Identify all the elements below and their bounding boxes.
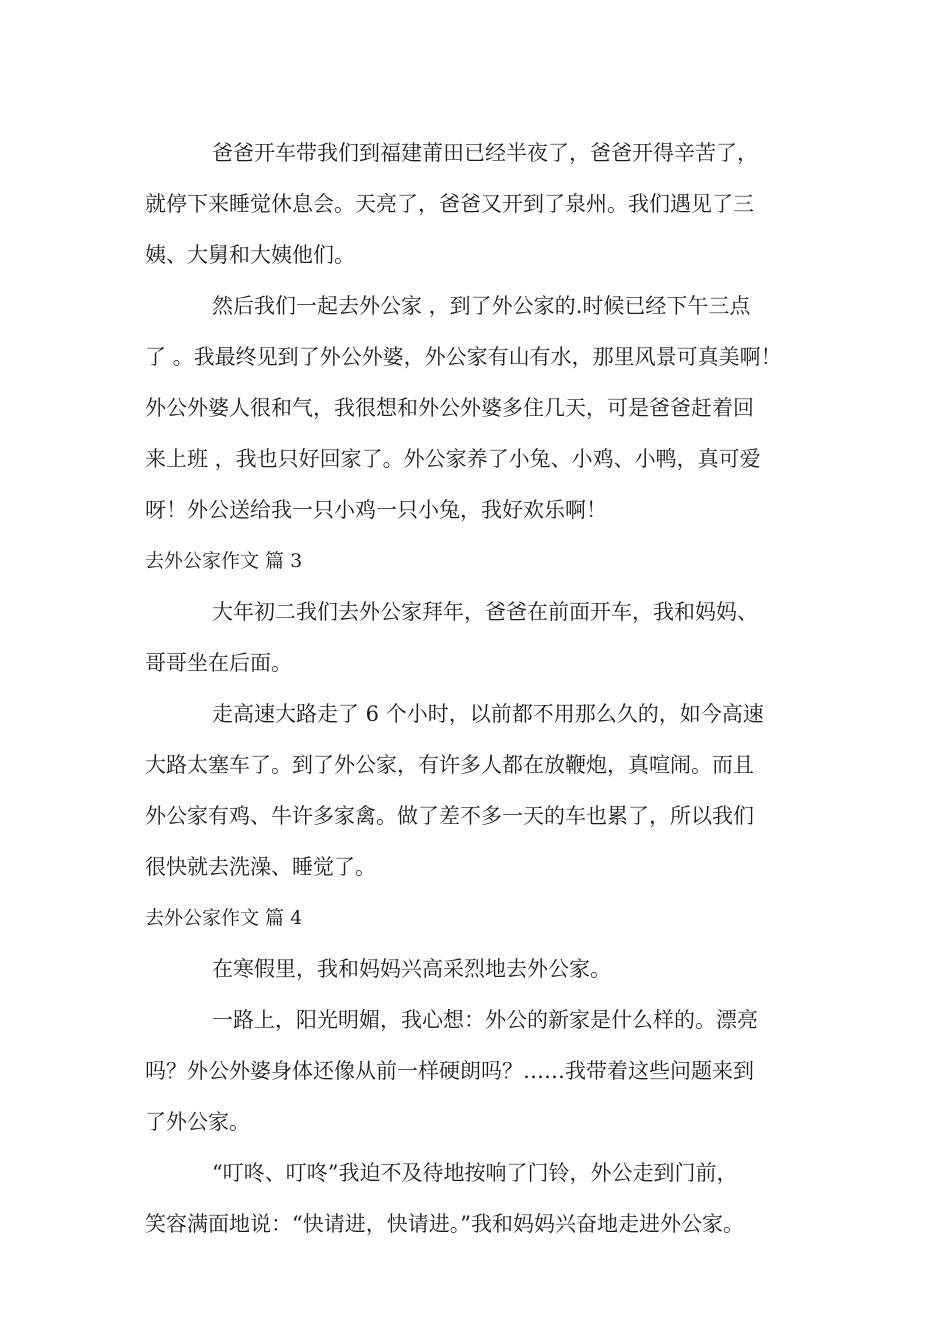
text-line: 哥哥坐在后面。	[145, 651, 292, 675]
text-line: 了 。我最终见到了外公外婆，外公家有山有水，那里风景可真美啊！	[145, 345, 782, 369]
text-line: 在寒假里，我和妈妈兴高采烈地去外公家。	[212, 957, 611, 981]
text-line: 呀！外公送给我一只小鸡一只小兔，我好欢乐啊！	[145, 498, 607, 522]
text-line: “叮咚、叮咚”我迫不及待地按响了门铃，外公走到门前，	[212, 1161, 738, 1185]
text-line: 大路太塞车了。到了外公家，有许多人都在放鞭炮，真喧闹。而且	[145, 753, 754, 777]
paragraph	[145, 587, 825, 689]
section-heading: 去外公家作文 篇 3	[145, 550, 303, 572]
paragraph	[145, 689, 825, 893]
text-line: 外公家有鸡、牛许多家禽。做了差不多一天的车也累了，所以我们	[145, 804, 754, 828]
paragraph	[145, 128, 825, 281]
text-line: 外公外婆人很和气，我很想和外公外婆多住几天，可是爸爸赶着回	[145, 396, 754, 420]
text-line: 大年初二我们去外公家拜年，爸爸在前面开车，我和妈妈、	[212, 600, 758, 624]
text-line: 一路上，阳光明媚，我心想：外公的新家是什么样的。漂亮	[212, 1008, 758, 1032]
paragraph	[145, 995, 825, 1148]
text-line: 爸爸开车带我们到福建莆田已经半夜了，爸爸开得辛苦了，	[212, 141, 758, 165]
article-body	[145, 128, 825, 1250]
text-line: 然后我们一起去外公家 ，到了外公家的.时候已经下午三点	[212, 294, 751, 318]
text-line: 就停下来睡觉休息会。天亮了，爸爸又开到了泉州。我们遇见了三	[145, 192, 754, 216]
text-line: 笑容满面地说：“快请进，快请进。”我和妈妈兴奋地走进外公家。	[145, 1212, 744, 1236]
paragraph	[145, 1148, 825, 1250]
text-line: 姨、大舅和大姨他们。	[145, 243, 355, 267]
paragraph	[145, 944, 825, 995]
text-line: 了外公家。	[145, 1110, 250, 1134]
section-heading: 去外公家作文 篇 4	[145, 907, 303, 929]
paragraph	[145, 281, 825, 536]
text-line: 来上班 ，我也只好回家了。外公家养了小兔、小鸡、小鸭，真可爱	[145, 447, 761, 471]
text-line: 很快就去洗澡、睡觉了。	[145, 855, 376, 879]
text-line: 走高速大路走了 6 个小时，以前都不用那么久的，如今高速	[212, 702, 764, 726]
text-line: 吗？外公外婆身体还像从前一样硬朗吗？……我带着这些问题来到	[145, 1059, 754, 1083]
